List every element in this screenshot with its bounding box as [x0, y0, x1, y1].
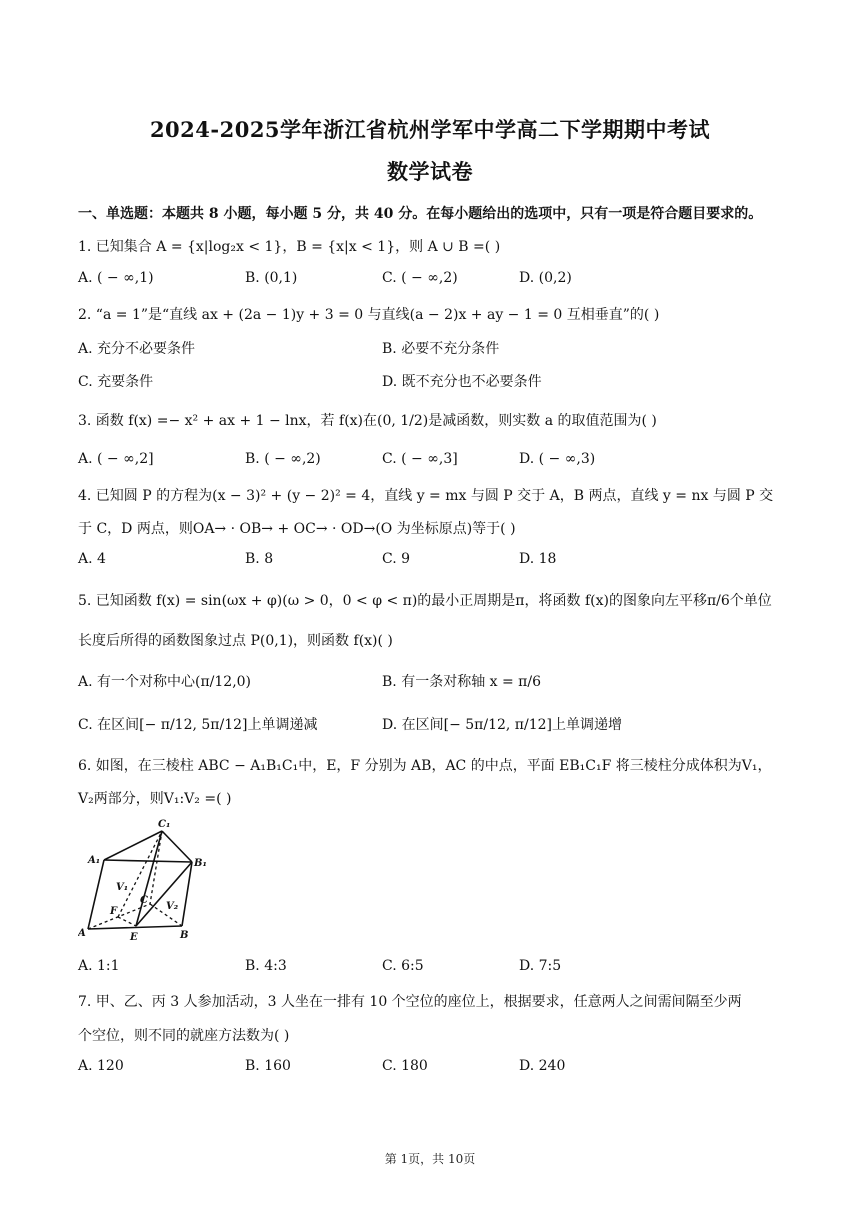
question-5-line-2: 长度后所得的函数图象过点 P(0,1)，则函数 f(x)( ): [78, 633, 393, 649]
q4-option-b: B. 8: [245, 551, 274, 567]
q1-option-c: C. ( − ∞,2): [382, 270, 458, 286]
q3-option-c: C. ( − ∞,3]: [382, 451, 458, 467]
q5-option-b: B. 有一条对称轴 x = π/6: [382, 674, 541, 690]
q6-option-c: C. 6:5: [382, 958, 424, 974]
question-7-line-1: 7. 甲、乙、丙 3 人参加活动，3 人坐在一排有 10 个空位的座位上，根据要求，任意两人之间需间隔至少两: [78, 994, 742, 1010]
q5-option-d: D. 在区间[− 5π/12, π/12]上单调递增: [382, 717, 623, 733]
prism-figure: [78, 816, 220, 944]
q2-option-d: D. 既不充分也不必要条件: [382, 374, 542, 390]
q1-option-d: D. (0,2): [519, 270, 572, 286]
q5-option-c: C. 在区间[− π/12, 5π/12]上单调递减: [78, 717, 318, 733]
question-4-line-1: 4. 已知圆 P 的方程为(x − 3)² + (y − 2)² = 4，直线 y = mx 与圆 P 交于 A，B 两点，直线 y = nx 与圆 P 交: [78, 488, 774, 504]
q6-option-a: A. 1:1: [78, 958, 120, 974]
question-6-line-1: 6. 如图，在三棱柱 ABC − A₁B₁C₁中，E，F 分别为 AB，AC 的中点，平面 EB₁C₁F 将三棱柱分成体积为V₁，: [78, 758, 772, 774]
section-heading: 一、单选题：本题共 8 小题，每小题 5 分，共 40 分。在每小题给出的选项中，只有一项是符合题目要求的。: [78, 206, 763, 222]
question-1: 1. 已知集合 A = {x|log₂x < 1}，B = {x|x < 1}，则 A ∪ B =( ): [78, 239, 501, 255]
label-e: E: [130, 932, 138, 943]
question-4-line-2: 于 C，D 两点，则OA→ · OB→ + OC→ · OD→(O 为坐标原点)等于( ): [78, 521, 516, 537]
q2-option-a: A. 充分不必要条件: [78, 341, 196, 357]
page-subtitle: 数学试卷: [387, 159, 473, 184]
label-v1: V₁: [116, 882, 129, 893]
q3-option-b: B. ( − ∞,2): [245, 451, 321, 467]
page-title: 2024-2025学年浙江省杭州学军中学高二下学期期中考试: [149, 117, 711, 142]
q2-option-c: C. 充要条件: [78, 374, 154, 390]
question-7-line-2: 个空位，则不同的就座方法数为( ): [78, 1028, 290, 1044]
label-a1: A₁: [88, 855, 101, 866]
question-5-line-1: 5. 已知函数 f(x) = sin(ωx + φ)(ω > 0，0 < φ < π)的最小正周期是π，将函数 f(x)的图象向左平移π/6个单位: [78, 593, 772, 609]
q7-option-a: A. 120: [78, 1058, 124, 1074]
q1-option-b: B. (0,1): [245, 270, 298, 286]
label-a: A: [78, 928, 86, 939]
label-b1: B₁: [194, 858, 207, 869]
question-3: 3. 函数 f(x) =− x² + ax + 1 − lnx，若 f(x)在(0, 1/2)是减函数，则实数 a 的取值范围为( ): [78, 413, 657, 429]
q6-option-d: D. 7:5: [519, 958, 562, 974]
label-v2: V₂: [166, 901, 179, 912]
label-f: F: [110, 906, 118, 917]
question-6-line-2: V₂两部分，则V₁:V₂ =( ): [78, 791, 232, 807]
label-c1: C₁: [158, 819, 171, 830]
q7-option-d: D. 240: [519, 1058, 566, 1074]
question-2: 2. “a = 1”是“直线 ax + (2a − 1)y + 3 = 0 与直线(a − 2)x + ay − 1 = 0 互相垂直”的( ): [78, 307, 660, 323]
q1-option-a: A. ( − ∞,1): [78, 270, 154, 286]
q4-option-a: A. 4: [78, 551, 106, 567]
q3-option-a: A. ( − ∞,2]: [78, 451, 154, 467]
q7-option-c: C. 180: [382, 1058, 428, 1074]
label-b: B: [180, 930, 189, 941]
q4-option-d: D. 18: [519, 551, 557, 567]
label-c: C: [140, 895, 148, 906]
page-footer: 第 1页，共 10页: [384, 1152, 476, 1166]
q7-option-b: B. 160: [245, 1058, 291, 1074]
q5-option-a: A. 有一个对称中心(π/12,0): [78, 674, 252, 690]
q2-option-b: B. 必要不充分条件: [382, 341, 500, 357]
q6-option-b: B. 4:3: [245, 958, 287, 974]
q3-option-d: D. ( − ∞,3): [519, 451, 596, 467]
q4-option-c: C. 9: [382, 551, 411, 567]
